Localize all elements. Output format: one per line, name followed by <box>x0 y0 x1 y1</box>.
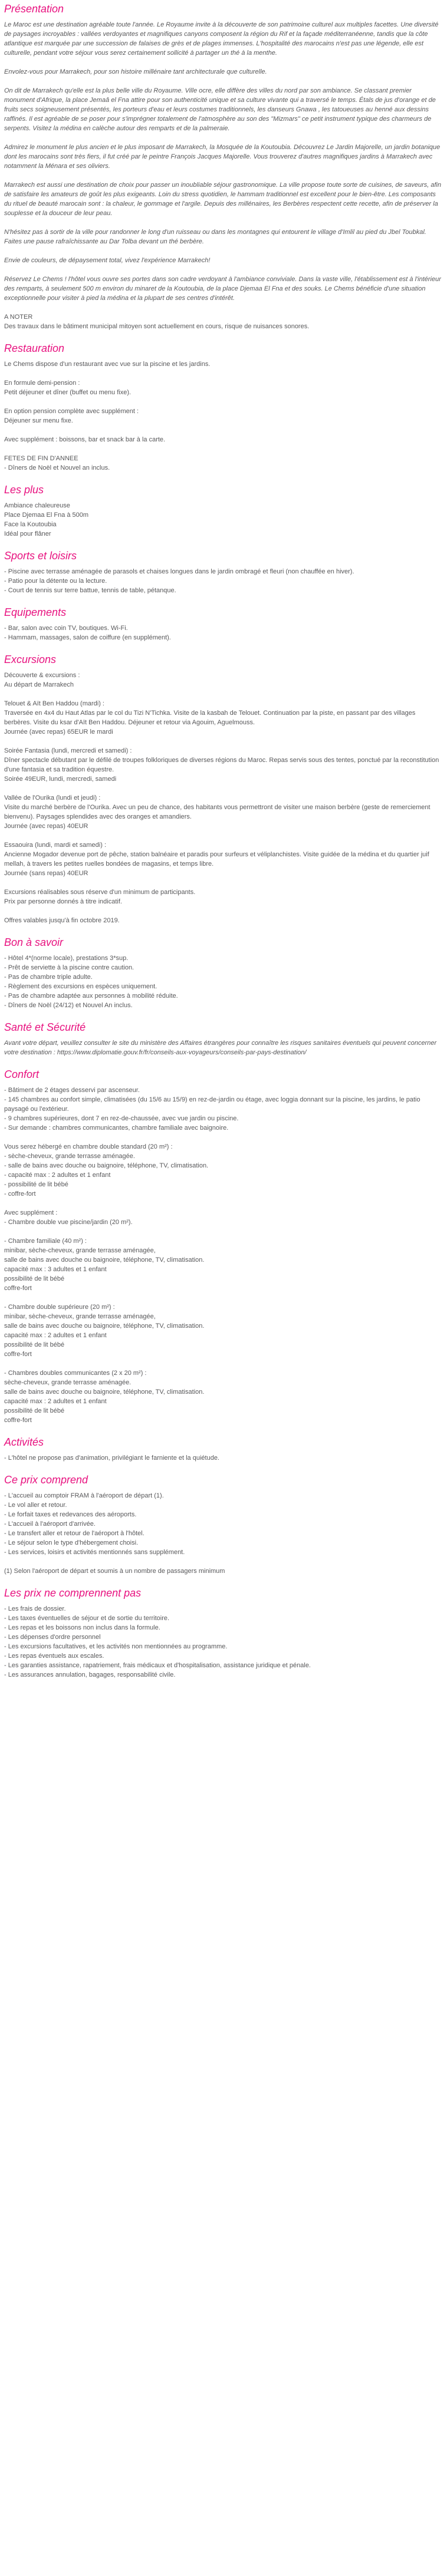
list-item: - Règlement des excursions en espèces uniquement. <box>4 983 157 990</box>
section-activites <box>4 1436 443 1463</box>
text-line: - Dîners de Noël et Nouvel an inclus. <box>4 464 110 471</box>
text-block <box>4 359 443 369</box>
room-description <box>4 1368 443 1425</box>
list <box>4 954 443 1010</box>
list-item: - Les repas et les boissons non inclus dans la formule. <box>4 1624 160 1631</box>
text-block <box>4 378 443 397</box>
list <box>4 1453 443 1463</box>
text-line: coffre-fort <box>4 1285 32 1292</box>
room-description <box>4 1236 443 1293</box>
text-line: Déjeuner sur menu fixe. <box>4 417 73 424</box>
list-item: - L'hôtel ne propose pas d'animation, privilégiant le farniente et la quiétude. <box>4 1454 219 1462</box>
text-line: - Chambre familiale (40 m²) : <box>4 1238 87 1245</box>
text-line: - Bâtiment de 2 étages desservi par ascenseur. <box>4 1087 140 1094</box>
excursion-description: Traversée en 4x4 du Haut Atlas par le col du Tizi N'Tichka. Visite de la kasbah de Telouet. Continuation par la piste, en passant par des villages berbères. Visite du ksar d'Aït Ben Haddou. Déjeuner et retour via Agouim, Aguelmouss. <box>4 710 416 726</box>
text-block <box>4 888 443 906</box>
excursion-title: Essaouira (lundi, mardi et samedi) : <box>4 842 107 849</box>
text-line: - Chambres doubles communicantes (2 x 20 m²) : <box>4 1370 147 1377</box>
section-title-plus: Les plus <box>4 484 44 496</box>
section-equipements <box>4 606 443 642</box>
section-title-prix-comprend: Ce prix comprend <box>4 1474 88 1486</box>
text-line: coffre-fort <box>4 1351 32 1358</box>
text-line: - Chambre double supérieure (20 m²) : <box>4 1304 115 1311</box>
section-title-excursions: Excursions <box>4 654 57 665</box>
list-item: - Le transfert aller et retour de l'aéroport à l'hôtel. <box>4 1530 144 1537</box>
list-item: Ambiance chaleureuse <box>4 502 70 509</box>
section-title-sports: Sports et loisirs <box>4 550 77 562</box>
footnote-text: (1) Selon l'aéroport de départ et soumis à un nombre de passagers minimum <box>4 1568 225 1575</box>
list-item: - Piscine avec terrasse aménagée de parasols et chaises longues dans le jardin ombragé et fleuri (non chauffée en hiver). <box>4 568 354 575</box>
section-plus <box>4 483 443 539</box>
list-item: - Pas de chambre adaptée aux personnes à mobilité réduite. <box>4 992 178 1000</box>
list-item: - Le vol aller et retour. <box>4 1502 67 1509</box>
text-line: minibar, sèche-cheveux, grande terrasse aménagée, <box>4 1313 156 1320</box>
text-line: capacité max : 2 adultes et 1 enfant <box>4 1398 107 1405</box>
section-bon-a-savoir <box>4 936 443 1010</box>
list-item: - L'accueil à l'aéroport d'arrivée. <box>4 1520 96 1528</box>
excursion-description: Visite du marché berbère de l'Ourika. Avec un peu de chance, des habitants vous permettront de visiter une maison berbère (geste de remerciement bienvenu). Paysages splendides avec des oranges et amandiers. <box>4 804 430 820</box>
note-text: Des travaux dans le bâtiment municipal mitoyen sont actuellement en cours, risque de nuisances sonores. <box>4 323 310 330</box>
excursion-item <box>4 840 443 878</box>
note-block <box>4 312 443 331</box>
excursion-price: Soirée 49EUR, lundi, mercredi, samedi <box>4 776 117 783</box>
excursion-price: Journée (avec repas) 40EUR <box>4 823 88 830</box>
text-line: - Sur demande : chambres communicantes, chambre familiale avec baignoire. <box>4 1124 229 1132</box>
text-line: possibilité de lit bébé <box>4 1275 65 1282</box>
list-item: - Les services, loisirs et activités mentionnés sans supplément. <box>4 1549 185 1556</box>
list <box>4 567 443 595</box>
health-advice-text[interactable]: Avant votre départ, veuillez consulter le site du ministère des Affaires étrangères pour connaître les risques sanitaires éventuels qui peuvent concerner votre destination : https://www.diplomatie.gouv.fr/fr/conseils-aux-voyageurs/conseils-par-pays-destination/ <box>4 1040 437 1056</box>
paragraph: Réservez Le Chems ! l'hôtel vous ouvre ses portes dans son cadre verdoyant à l'ambiance conviviale. Dans la vaste ville, l'établissement est à l'intérieur des remparts, à seulement 500 m environ du minaret de la Koutoubia, de la place Djemaa El Fna et des souks. Le Chems bénéficie d'une situation exceptionnelle pour visiter à pied la médina et la plupart de ses centres d'intérêt. <box>4 276 441 302</box>
text-block <box>4 435 443 444</box>
section-title-restauration: Restauration <box>4 342 65 354</box>
excursion-description: Dîner spectacle débutant par le défilé de troupes folkloriques de diverses régions du Maroc. Repas servis sous des tentes, ponctué par la reconstitution d'une fantasia et sa tradition équestre. <box>4 757 439 773</box>
text-line: possibilité de lit bébé <box>4 1407 65 1414</box>
text-line: - sèche-cheveux, grande terrasse aménagée. <box>4 1153 135 1160</box>
paragraph: Le Maroc est une destination agréable toute l'année. Le Royaume invite à la découverte de son patrimoine culturel aux multiples facettes. Une diversité de paysages incroyables : vallées verdoyantes et magnifiques canyons composent la région du Rif et la façade méditerranéenne, tandis que la côte atlantique est marquée par une succession de falaises de grès et de plages immenses. L'hospitalité des marocains n'est pas une légende, elle est culturelle, pendant votre séjour vous serez certainement sollicité à partager un thé à la menthe. <box>4 21 439 57</box>
list-item: - Les garanties assistance, rapatriement, frais médicaux et d'hospitalisation, assistance juridique et pénale. <box>4 1662 311 1669</box>
text-line: Découverte & excursions : <box>4 672 80 679</box>
list-item: - Prêt de serviette à la piscine contre caution. <box>4 964 134 971</box>
list <box>4 1604 443 1680</box>
text-line: - 9 chambres supérieures, dont 7 en rez-de-chaussée, avec vue jardin ou piscine. <box>4 1115 239 1122</box>
list-item: - Les excursions facultatives, et les activités non mentionnées au programme. <box>4 1643 228 1650</box>
text-block <box>4 407 443 426</box>
list-item: Place Djemaa El Fna à 500m <box>4 512 89 519</box>
text-line: Le Chems dispose d'un restaurant avec vue sur la piscine et les jardins. <box>4 361 211 368</box>
text-block <box>4 1086 443 1133</box>
text-line: salle de bains avec douche ou baignoire, téléphone, TV, climatisation. <box>4 1322 205 1330</box>
paragraph: Admirez le monument le plus ancien et le plus imposant de Marrakech, la Mosquée de la Koutoubia. Découvrez Le Jardin Majorelle, un jardin botanique dont les marocains sont très fiers, il fut créé par le peintre François Jacques Majorelle. Vous trouverez d'autres magnifiques jardins à Marrakech avec notamment la Ménara et ses oliviers. <box>4 144 441 170</box>
text-line: - capacité max : 2 adultes et 1 enfant <box>4 1172 111 1179</box>
excursion-item <box>4 793 443 831</box>
section-confort <box>4 1068 443 1425</box>
text-line: Excursions réalisables sous réserve d'un minimum de participants. <box>4 889 196 896</box>
list-item: - Les frais de dossier. <box>4 1605 66 1612</box>
text-line: Prix par personne donnés à titre indicatif. <box>4 898 122 905</box>
text-line: - coffre-fort <box>4 1190 36 1198</box>
text-line: Avec supplément : boissons, bar et snack bar à la carte. <box>4 436 166 443</box>
room-description <box>4 1302 443 1359</box>
text-line: - Chambre double vue piscine/jardin (20 m²). <box>4 1219 133 1226</box>
section-title-activites: Activités <box>4 1436 44 1448</box>
list-item: - Court de tennis sur terre battue, tennis de table, pétanque. <box>4 587 176 594</box>
text-line: - possibilité de lit bébé <box>4 1181 68 1188</box>
excursion-price: Journée (sans repas) 40EUR <box>4 870 88 877</box>
text-line: salle de bains avec douche ou baignoire, téléphone, TV, climatisation. <box>4 1388 205 1396</box>
section-title-confort: Confort <box>4 1068 40 1080</box>
list-item: - Le séjour selon le type d'hébergement choisi. <box>4 1539 139 1546</box>
list-item: - L'accueil au comptoir FRAM à l'aéroport de départ (1). <box>4 1492 164 1499</box>
section-excursions <box>4 653 443 925</box>
text-line: - salle de bains avec douche ou baignoire, téléphone, TV, climatisation. <box>4 1162 209 1169</box>
list-item: Idéal pour flâner <box>4 530 51 537</box>
text-line: Offres valables jusqu'à fin octobre 2019. <box>4 917 120 924</box>
text-block <box>4 454 443 473</box>
text-line: En option pension complète avec supplément : <box>4 408 139 415</box>
excursion-title: Telouet & Aït Ben Haddou (mardi) : <box>4 700 104 707</box>
footnote <box>4 1566 443 1576</box>
list <box>4 1491 443 1557</box>
section-sports <box>4 549 443 595</box>
section-title-presentation: Présentation <box>4 3 64 15</box>
text-line: salle de bains avec douche ou baignoire, téléphone, TV, climatisation. <box>4 1256 205 1264</box>
text-line: sèche-cheveux, grande terrasse aménagée. <box>4 1379 132 1386</box>
text-line: Petit déjeuner et dîner (buffet ou menu fixe). <box>4 389 132 396</box>
text-block <box>4 916 443 925</box>
list-item: - Hôtel 4*(norme locale), prestations 3*sup. <box>4 955 129 962</box>
section-title-sante: Santé et Sécurité <box>4 1021 86 1033</box>
list-item: - Pas de chambre triple adulte. <box>4 974 93 981</box>
list-item: - Les taxes éventuelles de séjour et de sortie du territoire. <box>4 1615 170 1622</box>
text-line: En formule demi-pension : <box>4 380 80 387</box>
list <box>4 624 443 642</box>
text-line: FETES DE FIN D'ANNEE <box>4 455 78 462</box>
list-item: - Les dépenses d'ordre personnel <box>4 1634 101 1641</box>
list-item: - Hammam, massages, salon de coiffure (en supplément). <box>4 634 171 641</box>
section-sante <box>4 1021 443 1057</box>
list-item: - Les repas éventuels aux escales. <box>4 1653 104 1660</box>
section-title-bon-a-savoir: Bon à savoir <box>4 936 64 948</box>
room-description <box>4 1208 443 1227</box>
text-line: - 145 chambres au confort simple, climatisées (du 15/6 au 15/9) en rez-de-jardin ou étage, avec loggia donnant sur la piscine, les jardins, le patio paysagé ou l'extérieur. <box>4 1096 420 1113</box>
excursion-description: Ancienne Mogador devenue port de pêche, station balnéaire et paradis pour surfeurs et véliplanchistes. Visite guidée de la médina et du quartier juif mellah, à travers les petites ruelles bondées de magasins, et temps libre. <box>4 851 429 868</box>
paragraph: Envolez-vous pour Marrakech, pour son histoire millénaire tant architecturale que culturelle. <box>4 68 267 75</box>
excursion-title: Vallée de l'Ourika (lundi et jeudi) : <box>4 794 101 802</box>
text-line: Vous serez hébergé en chambre double standard (20 m²) : <box>4 1143 173 1150</box>
excursion-price: Journée (avec repas) 65EUR le mardi <box>4 728 113 735</box>
text-line: Au départ de Marrakech <box>4 681 74 688</box>
section-presentation <box>4 2 443 331</box>
text-line: coffre-fort <box>4 1417 32 1424</box>
text-line: Avec supplément : <box>4 1209 58 1216</box>
note-title: A NOTER <box>4 314 33 321</box>
text-block <box>4 671 443 690</box>
paragraph: On dit de Marrakech qu'elle est la plus belle ville du Royaume. Ville ocre, elle diffère des villes du nord par son ambiance. Se classant premier monument d'Afrique, la place Jemaâ el Fna attire pour son authenticité unique et sa culture vivante qui a traversé le temps. Étals de jus d'orange et de fruits secs soigneusement présentés, les porteurs d'eau et leurs costumes traditionnels, les danseurs Gnawa , les tatoueuses au henné aux dessins raffinés. Il est agréable de se poser pour s'imprégner totalement de l'atmosphère au son des "Mizmars" ce petit instrument typique des charmeurs de serpents. Visitez la médina en calèche autour des remparts et de la palmeraie. <box>4 87 436 132</box>
paragraph: Marrakech est aussi une destination de choix pour passer un inoubliable séjour gastronomique. La ville propose toute sorte de cuisines, de saveurs, afin de satisfaire les amateurs de goût les plus exigeants. Loin du stress quotidien, le hammam traditionnel est excellent pour le bien-être. Les composants du rituel de beauté marocain sont : la chaleur, le gommage et l'argile. Depuis des millénaires, les Berbères respectent cette recette, afin de préserver la souplesse et la douceur de leur peau. <box>4 182 442 217</box>
excursion-title: Soirée Fantasia (lundi, mercredi et samedi) : <box>4 747 132 754</box>
list <box>4 501 443 539</box>
excursion-item <box>4 746 443 784</box>
section-prix-non-compris <box>4 1587 443 1680</box>
list-item: - Dîners de Noël (24/12) et Nouvel An inclus. <box>4 1002 133 1009</box>
text-line: minibar, sèche-cheveux, grande terrasse aménagée, <box>4 1247 156 1254</box>
section-restauration <box>4 342 443 473</box>
list-item: Face la Koutoubia <box>4 521 57 528</box>
list-item: - Patio pour la détente ou la lecture. <box>4 578 107 585</box>
section-prix-comprend <box>4 1473 443 1576</box>
text-line: possibilité de lit bébé <box>4 1341 65 1348</box>
room-description <box>4 1142 443 1199</box>
excursion-item <box>4 699 443 737</box>
text-line: capacité max : 3 adultes et 1 enfant <box>4 1266 107 1273</box>
section-title-equipements: Equipements <box>4 606 67 618</box>
text-line: capacité max : 2 adultes et 1 enfant <box>4 1332 107 1339</box>
list-item: - Les assurances annulation, bagages, responsabilité civile. <box>4 1671 176 1678</box>
paragraph: N'hésitez pas à sortir de la ville pour randonner le long d'un ruisseau ou dans les montagnes qui entourent le village d'Imlil au pied du Jbel Toubkal. Faites une pause rafraîchissante au Dar Tolba devant un thé berbère. <box>4 229 426 245</box>
list-item: - Bar, salon avec coin TV, boutiques. Wi-Fi. <box>4 625 128 632</box>
list-item: - Le forfait taxes et redevances des aéroports. <box>4 1511 137 1518</box>
section-title-prix-non-compris: Les prix ne comprennent pas <box>4 1587 142 1599</box>
paragraph: Envie de couleurs, de dépaysement total, vivez l'expérience Marrakech! <box>4 257 211 264</box>
